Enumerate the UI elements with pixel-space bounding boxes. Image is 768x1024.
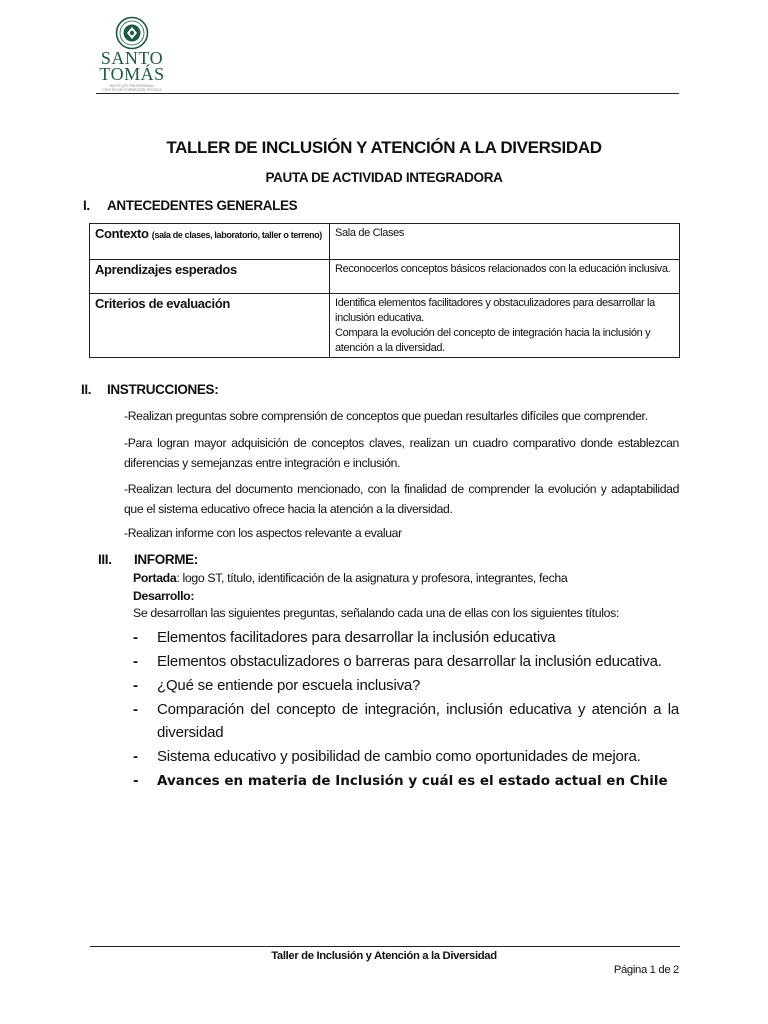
criteria-value-2: Compara la evolución del concepto de integración hacia la inclusión y atención a la diversidad. — [335, 327, 651, 354]
logo-brand-line2: TOMÁS — [99, 64, 165, 84]
list-item-text: Sistema educativo y posibilidad de cambio como oportunidades de mejora. — [157, 748, 641, 765]
list-bullet: - — [133, 677, 138, 694]
context-note: (sala de clases, laboratorio, taller o terreno) — [151, 230, 322, 240]
list-bullet: - — [133, 701, 138, 718]
list-item-text: Elementos obstaculizadores o barreras para desarrollar la inclusión educativa. — [157, 653, 662, 670]
list-item — [133, 745, 679, 768]
section-2-title: INSTRUCCIONES: — [107, 382, 219, 397]
table-row — [90, 224, 680, 260]
context-value: Sala de Clases — [330, 224, 680, 260]
page-number: Página 1 de 2 — [613, 964, 679, 976]
section-1-heading — [83, 198, 298, 213]
list-bullet: - — [133, 653, 138, 670]
document-subtitle: PAUTA DE ACTIVIDAD INTEGRADORA — [265, 170, 503, 185]
general-info-table — [89, 223, 680, 358]
logo-brand-line1: SANTO — [100, 48, 164, 68]
list-bullet: - — [133, 773, 139, 789]
portada-text: : logo ST, título, identificación de la asignatura y profesora, integrantes, fecha — [176, 571, 568, 585]
learning-label: Aprendizajes esperados — [90, 260, 330, 294]
desarrollo-label: Desarrollo: — [133, 589, 195, 603]
list-item-text: Comparación del concepto de integración, inclusión educativa y atención a la diversidad — [157, 701, 679, 741]
criteria-value-1: Identifica elementos facilitadores y obstaculizadores para desarrollar la inclusión educativa. — [335, 297, 655, 324]
instruction-paragraph: -Realizan informe con los aspectos relevante a evaluar — [124, 526, 402, 540]
instruction-paragraph: -Realizan preguntas sobre comprensión de conceptos que puedan resultarles difíciles que comprender. — [124, 409, 648, 423]
section-3-number: III. — [98, 552, 112, 567]
section-2-heading — [81, 382, 219, 397]
desarrollo-intro: Se desarrollan las siguientes preguntas, señalando cada una de ellas con los siguientes títulos: — [133, 606, 619, 620]
context-label-cell — [90, 224, 330, 260]
instruction-paragraph: -Realizan lectura del documento mencionado, con la finalidad de comprender la evolución y adaptabilidad que el sistema educativo ofrece hacia la atención a la diversidad. — [124, 482, 679, 516]
list-bullet: - — [133, 629, 138, 646]
section-3-heading — [98, 552, 198, 567]
santo-tomas-logo — [88, 16, 176, 116]
table-row — [90, 260, 680, 294]
header-rule — [96, 93, 679, 94]
list-item — [133, 770, 679, 793]
list-item — [133, 698, 679, 744]
section-1-title: ANTECEDENTES GENERALES — [107, 198, 298, 213]
seal-icon — [115, 16, 149, 50]
footer-rule — [90, 946, 680, 947]
section-2-number: II. — [81, 382, 92, 397]
portada-line — [133, 571, 567, 585]
instruction-paragraph: -Para logran mayor adquisición de conceptos claves, realizan un cuadro comparativo donde establezcan diferencias y semejanzas entre integración e inclusión. — [124, 436, 679, 470]
logo-tagline1: INSTITUTO PROFESIONAL — [109, 84, 155, 88]
document-title: TALLER DE INCLUSIÓN Y ATENCIÓN A LA DIVERSIDAD — [166, 138, 602, 157]
list-item — [133, 626, 679, 649]
list-item — [133, 674, 679, 697]
section-3-title: INFORME: — [134, 552, 198, 567]
section-1-number: I. — [83, 198, 90, 213]
logo-tagline2: CENTRO DE FORMACIÓN TÉCNICA — [102, 88, 162, 92]
list-item-text: Avances en materia de Inclusión y cuál es el estado actual en Chile — [157, 773, 668, 789]
list-bullet: - — [133, 748, 138, 765]
list-item-text: Elementos facilitadores para desarrollar la inclusión educativa — [157, 629, 556, 646]
criteria-value-cell — [330, 294, 680, 358]
portada-label: Portada — [133, 571, 177, 585]
list-item-text: ¿Qué se entiende por escuela inclusiva? — [157, 677, 421, 694]
learning-value: Reconocerlos conceptos básicos relacionados con la educación inclusiva. — [330, 260, 680, 294]
table-row — [90, 294, 680, 358]
context-label: Contexto — [95, 226, 149, 241]
footer-title: Taller de Inclusión y Atención a la Diversidad — [271, 950, 497, 962]
criteria-label: Criterios de evaluación — [90, 294, 330, 358]
list-item — [133, 650, 679, 673]
